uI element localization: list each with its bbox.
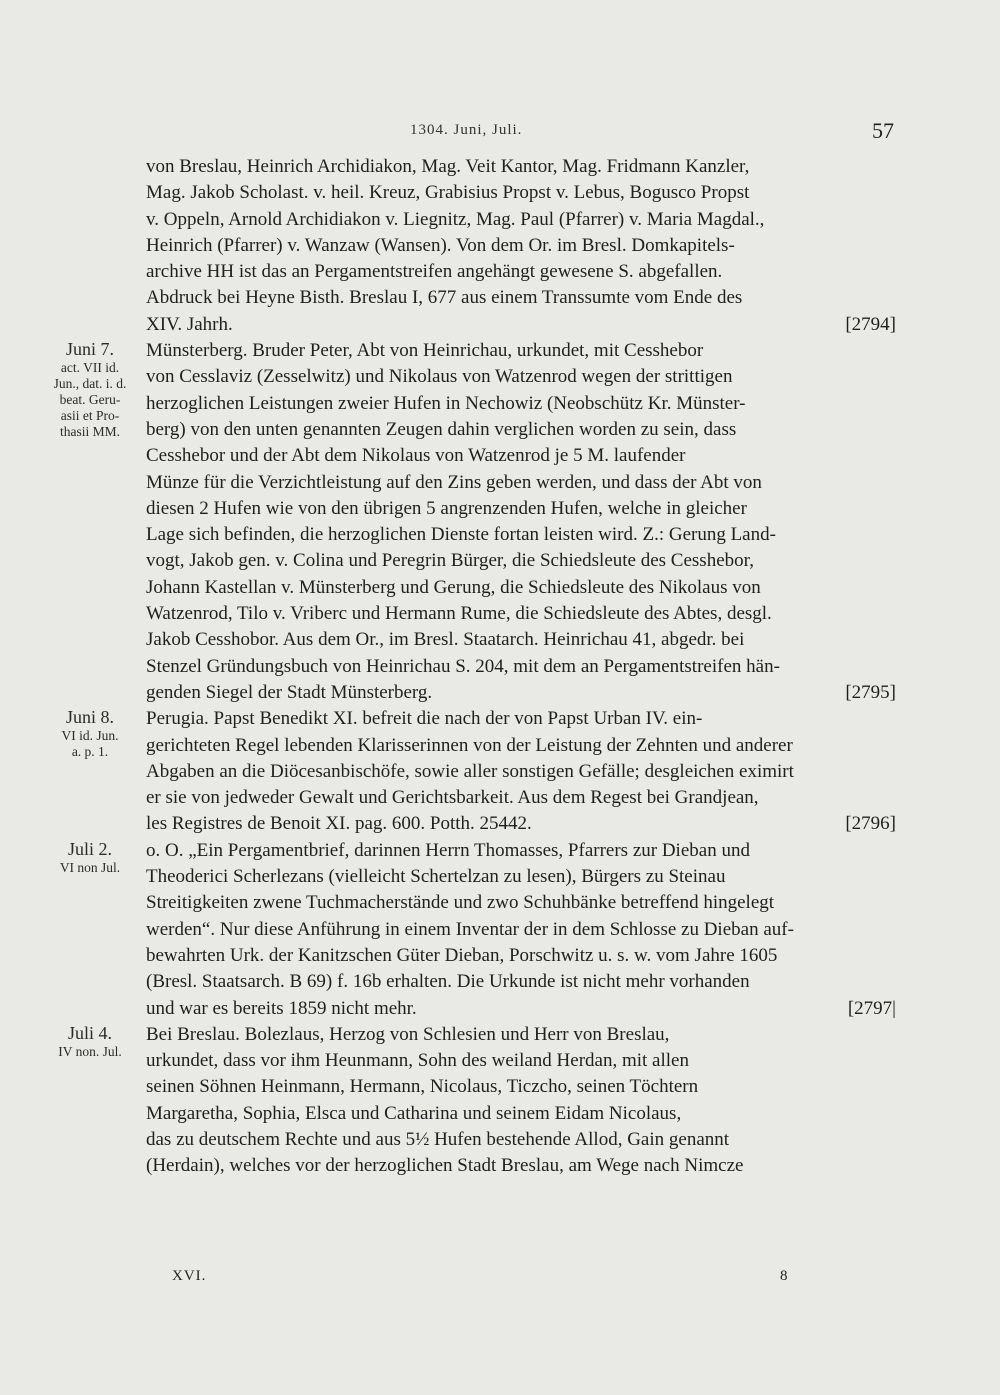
margin-note: beat. Geru- xyxy=(59,392,121,408)
entry-number: [2797| xyxy=(847,997,896,1019)
text-line xyxy=(146,733,896,759)
text-line-content: berg) von den unten genannten Zeugen dahin verglichen worden zu sein, dass xyxy=(146,418,737,440)
entry-date: Juli 4. xyxy=(67,1022,112,1043)
entry-text xyxy=(146,838,896,1022)
entry-text xyxy=(146,706,896,837)
text-line xyxy=(146,864,896,890)
entry-margin xyxy=(36,338,144,440)
entry-number: [2796] xyxy=(845,813,896,835)
text-line xyxy=(146,154,896,180)
text-line xyxy=(146,838,896,864)
text-line-content: Münze für die Verzichtleistung auf den Zins geben werden, und dass der Abt von xyxy=(146,471,762,493)
entry-text xyxy=(146,338,896,706)
text-line-content: Münsterberg. Bruder Peter, Abt von Heinrichau, urkundet, mit Cesshebor xyxy=(146,340,704,362)
printer-signature: XVI. xyxy=(172,1268,207,1284)
entry-date: Juni 8. xyxy=(65,707,114,728)
text-line-content: Margaretha, Sophia, Elsca und Catharina und seinem Eidam Nicolaus, xyxy=(146,1102,682,1124)
text-line-content: archive HH ist das an Pergamentstreifen angehängt gewesene S. abgefallen. xyxy=(146,261,723,283)
text-line-content: werden“. Nur diese Anführung in einem Inventar der in dem Schlosse zu Dieban auf- xyxy=(146,918,794,940)
text-line xyxy=(146,312,896,338)
text-line xyxy=(146,1101,896,1127)
text-line xyxy=(146,890,896,916)
text-line xyxy=(146,259,896,285)
text-line-content: les Registres de Benoit XI. pag. 600. Potth. 25442. xyxy=(146,813,532,835)
text-line-content: v. Oppeln, Arnold Archidiakon v. Liegnitz, Mag. Paul (Pfarrer) v. Maria Magdal., xyxy=(146,208,765,230)
regest-entry xyxy=(36,338,896,706)
text-line-content: Johann Kastellan v. Münsterberg und Gerung, die Schiedsleute des Nikolaus von xyxy=(146,576,761,598)
entry-margin xyxy=(36,838,144,876)
text-line xyxy=(146,811,896,837)
text-line-content: diesen 2 Hufen wie von den übrigen 5 angrenzenden Hufen, welche in gleicher xyxy=(146,497,747,519)
text-line xyxy=(146,207,896,233)
entry-date: Juni 7. xyxy=(65,339,114,360)
text-line xyxy=(146,706,896,732)
text-line-content: bewahrten Urk. der Kanitzschen Güter Dieban, Porschwitz u. s. w. vom Jahre 1605 xyxy=(146,944,778,966)
text-line xyxy=(146,1048,896,1074)
entry-number: [2795] xyxy=(845,681,896,703)
regest-entry xyxy=(36,838,896,1022)
page-header xyxy=(0,118,1000,146)
entry-margin xyxy=(36,1022,144,1060)
text-line-content: von Cesslaviz (Zesselwitz) und Nikolaus von Watzenrod wegen der strittigen xyxy=(146,366,733,388)
text-line xyxy=(146,759,896,785)
text-line-content: seinen Söhnen Heinmann, Hermann, Nicolaus, Ticzcho, seinen Töchtern xyxy=(146,1076,699,1098)
text-line xyxy=(146,1127,896,1153)
text-line xyxy=(146,969,896,995)
page-body xyxy=(36,154,896,1180)
text-line-content: Streitigkeiten zwene Tuchmacherstände und zwo Schuhbänke betreffend hingelegt xyxy=(146,892,775,914)
text-line-content: Theoderici Scherlezans (vielleicht Schertelzan zu lesen), Bürgers zu Steinau xyxy=(146,866,726,888)
page-number: 57 xyxy=(872,118,894,143)
entry-number: [2794] xyxy=(845,313,896,335)
text-line xyxy=(146,1022,896,1048)
text-line-content: Mag. Jakob Scholast. v. heil. Kreuz, Grabisius Propst v. Lebus, Bogusco Propst xyxy=(146,182,750,204)
margin-note: thasii MM. xyxy=(59,424,120,440)
entry-text xyxy=(146,1022,896,1180)
text-line-content: Perugia. Papst Benedikt XI. befreit die nach der von Papst Urban IV. ein- xyxy=(146,708,703,730)
text-line xyxy=(146,575,896,601)
text-line-content: urkundet, dass vor ihm Heunmann, Sohn des weiland Herdan, mit allen xyxy=(146,1050,689,1072)
text-line-content: Jakob Cesshobor. Aus dem Or., im Bresl. Staatarch. Heinrichau 41, abgedr. bei xyxy=(146,629,745,651)
regest-entry xyxy=(36,1022,896,1180)
running-head: 1304. Juni, Juli. xyxy=(410,122,523,138)
text-line xyxy=(146,601,896,627)
text-line-content: gerichteten Regel lebenden Klarisserinnen von der Leistung der Zehnten und anderer xyxy=(146,734,793,756)
margin-note: act. VII id. xyxy=(60,360,120,376)
text-line-content: Heinrich (Pfarrer) v. Wanzaw (Wansen). Von dem Or. im Bresl. Domkapitels- xyxy=(146,234,735,256)
text-line-content: Abdruck bei Heyne Bisth. Breslau I, 677 aus einem Transsumte vom Ende des xyxy=(146,287,743,309)
text-line-content: (Herdain), welches vor der herzoglichen Stadt Breslau, am Wege nach Nimcze xyxy=(146,1155,744,1177)
text-line-content: Lage sich befinden, die herzoglichen Dienste fortan leisten wird. Z.: Gerung Land- xyxy=(146,524,776,546)
text-line-content: herzoglichen Leistungen zweier Hufen in Nechowiz (Neobschütz Kr. Münster- xyxy=(146,392,746,414)
text-line-content: o. O. „Ein Pergamentbrief, darinnen Herrn Thomasses, Pfarrers zur Dieban und xyxy=(146,839,750,861)
text-line xyxy=(146,654,896,680)
text-line-content: Cesshebor und der Abt dem Nikolaus von Watzenrod je 5 M. laufender xyxy=(146,445,686,467)
entry-text xyxy=(146,154,896,338)
text-line xyxy=(146,548,896,574)
page-footer xyxy=(0,1268,1000,1290)
text-line-content: Abgaben an die Diöcesanbischöfe, sowie aller sonstigen Gefälle; desgleichen eximirt xyxy=(146,760,794,782)
text-line xyxy=(146,1074,896,1100)
text-line xyxy=(146,1153,896,1179)
margin-note: VI non Jul. xyxy=(59,859,121,875)
text-line xyxy=(146,364,896,390)
text-line-content: von Breslau, Heinrich Archidiakon, Mag. Veit Kantor, Mag. Fridmann Kanzler, xyxy=(146,156,750,177)
text-line-content: vogt, Jakob gen. v. Colina und Peregrin Bürger, die Schiedsleute des Cesshebor, xyxy=(146,550,754,572)
margin-note: IV non. Jul. xyxy=(58,1043,122,1059)
text-line-content: (Bresl. Staatsarch. B 69) f. 16b erhalten. Die Urkunde ist nicht mehr vorhanden xyxy=(146,971,750,993)
text-line xyxy=(146,917,896,943)
text-line xyxy=(146,285,896,311)
margin-note: Jun., dat. i. d. xyxy=(53,376,127,392)
text-line xyxy=(146,417,896,443)
text-line xyxy=(146,996,896,1022)
text-line-content: Bei Breslau. Bolezlaus, Herzog von Schlesien und Herr von Breslau, xyxy=(146,1023,670,1045)
margin-note: a. p. 1. xyxy=(71,744,109,760)
text-line xyxy=(146,496,896,522)
text-line xyxy=(146,680,896,706)
text-line-content: genden Siegel der Stadt Münsterberg. xyxy=(146,681,433,703)
text-line xyxy=(146,470,896,496)
regest-entry xyxy=(36,706,896,837)
entry-margin xyxy=(36,706,144,760)
text-line xyxy=(146,180,896,206)
margin-note: asii et Pro- xyxy=(60,408,120,424)
text-line-content: Stenzel Gründungsbuch von Heinrichau S. 204, mit dem an Pergamentstreifen hän- xyxy=(146,655,780,677)
entry-date: Juli 2. xyxy=(67,838,112,859)
text-line xyxy=(146,522,896,548)
text-line-content: Watzenrod, Tilo v. Vriberc und Hermann Rume, die Schiedsleute des Abtes, desgl. xyxy=(146,603,772,625)
text-line xyxy=(146,233,896,259)
text-line xyxy=(146,943,896,969)
margin-note: VI id. Jun. xyxy=(61,728,119,744)
text-line xyxy=(146,443,896,469)
text-line xyxy=(146,391,896,417)
text-line-content: XIV. Jahrh. xyxy=(146,313,233,335)
text-line xyxy=(146,785,896,811)
text-line xyxy=(146,627,896,653)
regest-entry xyxy=(36,154,896,338)
text-line-content: und war es bereits 1859 nicht mehr. xyxy=(146,997,417,1019)
text-line-content: das zu deutschem Rechte und aus 5½ Hufen bestehende Allod, Gain genannt xyxy=(146,1128,730,1150)
text-line-content: er sie von jedweder Gewalt und Gerichtsbarkeit. Aus dem Regest bei Grandjean, xyxy=(146,787,759,809)
text-line xyxy=(146,338,896,364)
sheet-number: 8 xyxy=(780,1268,788,1284)
